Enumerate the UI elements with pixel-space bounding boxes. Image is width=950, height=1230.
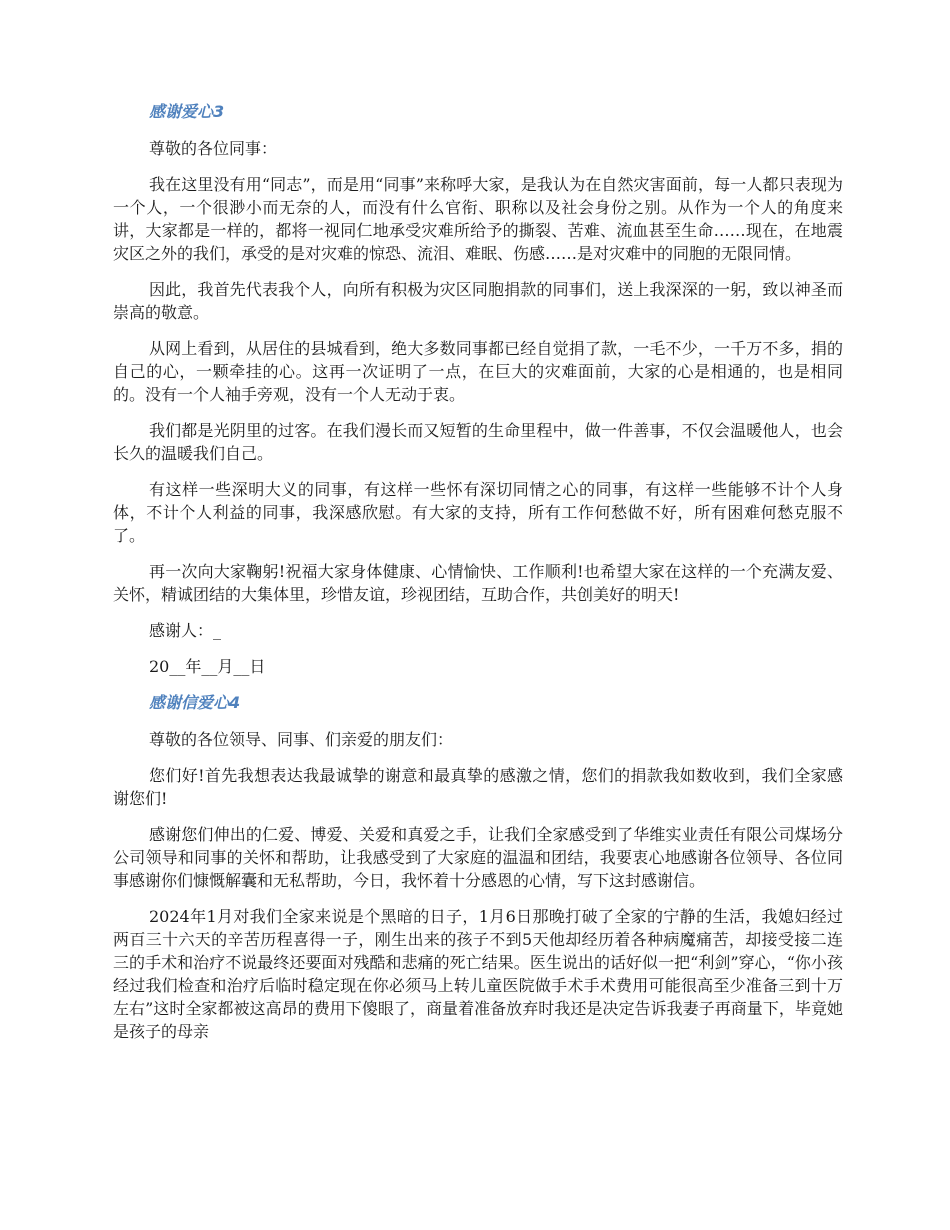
salutation: 尊敬的各位同事：	[149, 139, 278, 158]
document-page	[113, 100, 843, 1043]
paragraph: 从网上看到，从居住的县城看到，绝大多数同事都已经自觉捐了款，一毛不少，一千万不多，捐的自己的心，一颗牵挂的心。这再一次证明了一点，在巨大的灾难面前，大家的心是相通的，也是相同的。没有一个人袖手旁观，没有一个人无动于衷。	[113, 339, 843, 404]
paragraph: 2024年1月对我们全家来说是个黑暗的日子，1月6日那晚打破了全家的宁静的生活，我媳妇经过两百三十六天的辛苦历程喜得一子，刚生出来的孩子不到5天他却经历着各种病魔痛苦，却接受接二连三的手术和治疗不说最终还要面对残酷和悲痛的死亡结果。医生说出的话好似一把“利剑”穿心，“你小孩经过我们检查和治疗后临时稳定现在你必须马上转儿童医院做手术手术费用可能很高至少准备三到十万左右”这时全家都被这高昂的费用下傻眼了，商量着准备放弃时我还是决定告诉我妻子再商量下，毕竟她是孩子的母亲	[113, 907, 843, 1041]
signature: 感谢人：_	[149, 621, 222, 640]
section-title: 感谢信爱心4	[149, 693, 241, 712]
date: 20__年__月__日	[149, 657, 266, 676]
paragraph: 有这样一些深明大义的同事，有这样一些怀有深切同情之心的同事，有这样一些能够不计个人身体，不计个人利益的同事，我深感欣慰。有大家的支持，所有工作何愁做不好，所有困难何愁克服不了。	[113, 480, 843, 545]
paragraph: 因此，我首先代表我个人，向所有积极为灾区同胞捐款的同事们，送上我深深的一躬，致以神圣而崇高的敬意。	[113, 280, 843, 322]
paragraph: 感谢您们伸出的仁爱、博爱、关爱和真爱之手，让我们全家感受到了华维实业责任有限公司煤场分公司领导和同事的关怀和帮助，让我感受到了大家庭的温温和团结，我要衷心地感谢各位领导、各位同事感谢你们慷慨解囊和无私帮助，今日，我怀着十分感恩的心情，写下这封感谢信。	[113, 825, 843, 890]
paragraph: 我们都是光阴里的过客。在我们漫长而又短暂的生命里程中，做一件善事，不仅会温暖他人，也会长久的温暖我们自己。	[113, 421, 843, 463]
salutation: 尊敬的各位领导、同事、们亲爱的朋友们：	[149, 730, 454, 749]
paragraph: 您们好!首先我想表达我最诚挚的谢意和最真挚的感激之情，您们的捐款我如数收到，我们全家感谢您们!	[113, 766, 843, 808]
section-title: 感谢爱心3	[149, 102, 225, 121]
paragraph: 我在这里没有用“同志”，而是用“同事”来称呼大家，是我认为在自然灾害面前，每一人都只表现为一个人，一个很渺小而无奈的人，而没有什么官衔、职称以及社会身份之别。从作为一个人的角度来讲，大家都是一样的，都将一视同仁地承受灾难所给予的撕裂、苦难、流血甚至生命……现在，在地震灾区之外的我们，承受的是对灾难的惊恐、流泪、难眠、伤感……是对灾难中的同胞的无限同情。	[113, 175, 843, 263]
paragraph: 再一次向大家鞠躬!祝福大家身体健康、心情愉快、工作顺利!也希望大家在这样的一个充满友爱、关怀，精诚团结的大集体里，珍惜友谊，珍视团结，互助合作，共创美好的明天!	[113, 562, 843, 604]
